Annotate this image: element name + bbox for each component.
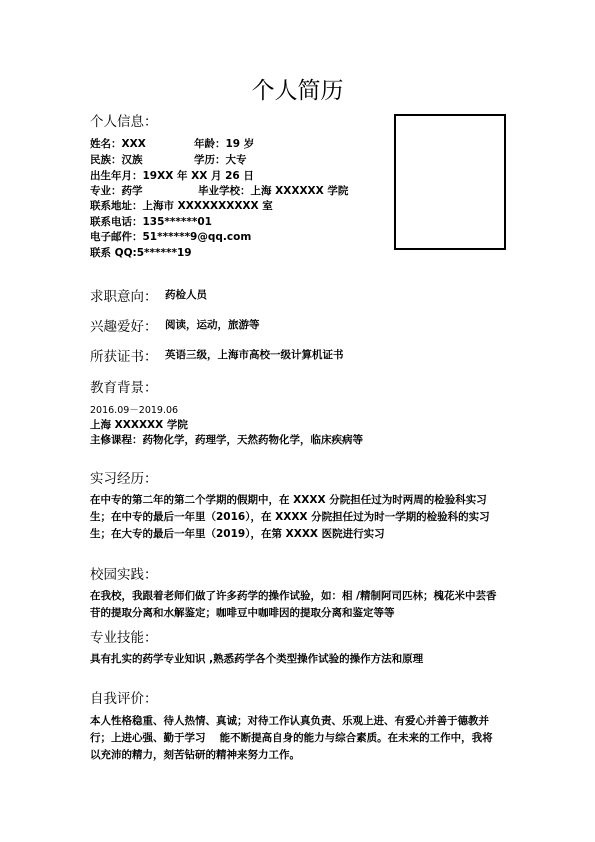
age-field: 年龄：19 岁 (194, 138, 255, 150)
hobby-value: 阅读，运动，旅游等 (165, 319, 260, 331)
education-school: 上海 XXXXXX 学院 (90, 419, 188, 431)
internship-heading: 实习经历： (90, 471, 158, 487)
skills-text: 具有扎实的药学专业知识 ,熟悉药学各个类型操作试验的操作方法和原理 (90, 653, 424, 665)
job-intention-heading: 求职意向： (90, 289, 158, 305)
photo-placeholder (394, 114, 506, 250)
job-intention-value: 药检人员 (165, 289, 207, 301)
school-field: 毕业学校：上海 XXXXXX 学院 (198, 185, 349, 197)
self-evaluation-text: 本人性格稳重、待人热情、真诚；对待工作认真负责、乐观上进、有爱心并善于德教并行；上进心强、勤于学习 能不断提高自身的能力与综合素质。在未来的工作中，我将以充沛的精力，刻苦钻研的精神来努力工作。 (90, 715, 493, 761)
address-field: 联系地址：上海市 XXXXXXXXXX 室 (90, 200, 273, 212)
ethnicity-field: 民族：汉族 (90, 154, 143, 166)
phone-field: 联系电话：135******01 (90, 216, 212, 228)
birth-field: 出生年月：19XX 年 XX 月 26 日 (90, 170, 254, 182)
hobby-heading: 兴趣爱好： (90, 319, 158, 335)
certificate-value: 英语三级，上海市高校一级计算机证书 (165, 349, 344, 361)
campus-practice-heading: 校园实践： (90, 567, 158, 583)
resume-title: 个人简历 (251, 78, 344, 104)
personal-info-heading: 个人信息： (90, 114, 158, 130)
campus-practice-text: 在我校，我跟着老师们做了许多药学的操作试验，如：相 /精制阿司匹林；槐花米中芸香苷的提取分离和水解鉴定；咖啡豆中咖啡因的提取分离和鉴定等等 (90, 590, 497, 619)
education-courses: 主修课程：药物化学，药理学，天然药物化学，临床疾病等 (90, 434, 363, 446)
internship-text: 在中专的第二年的第二个学期的假期中，在 XXXX 分院担任过为时两周的检验科实习生；在中专的最后一年里（2016），在 XXXX 分院担任过为时一学期的检验科的实习生；在大专的最后一年里（2019），在第 XXXX 医院进行实习 (90, 494, 490, 540)
qq-field: 联系 QQ:5******19 (90, 247, 192, 259)
education-period: 2016.09－2019.06 (90, 405, 179, 416)
name-field: 姓名：XXX (90, 138, 146, 150)
certificate-heading: 所获证书： (90, 349, 158, 365)
skills-heading: 专业技能： (90, 630, 158, 646)
self-evaluation-heading: 自我评价： (90, 691, 158, 707)
major-field: 专业：药学 (90, 185, 143, 197)
education-heading: 教育背景： (90, 380, 158, 396)
email-field: 电子邮件：51******9@qq.com (90, 231, 252, 243)
education-field: 学历：大专 (194, 154, 247, 166)
